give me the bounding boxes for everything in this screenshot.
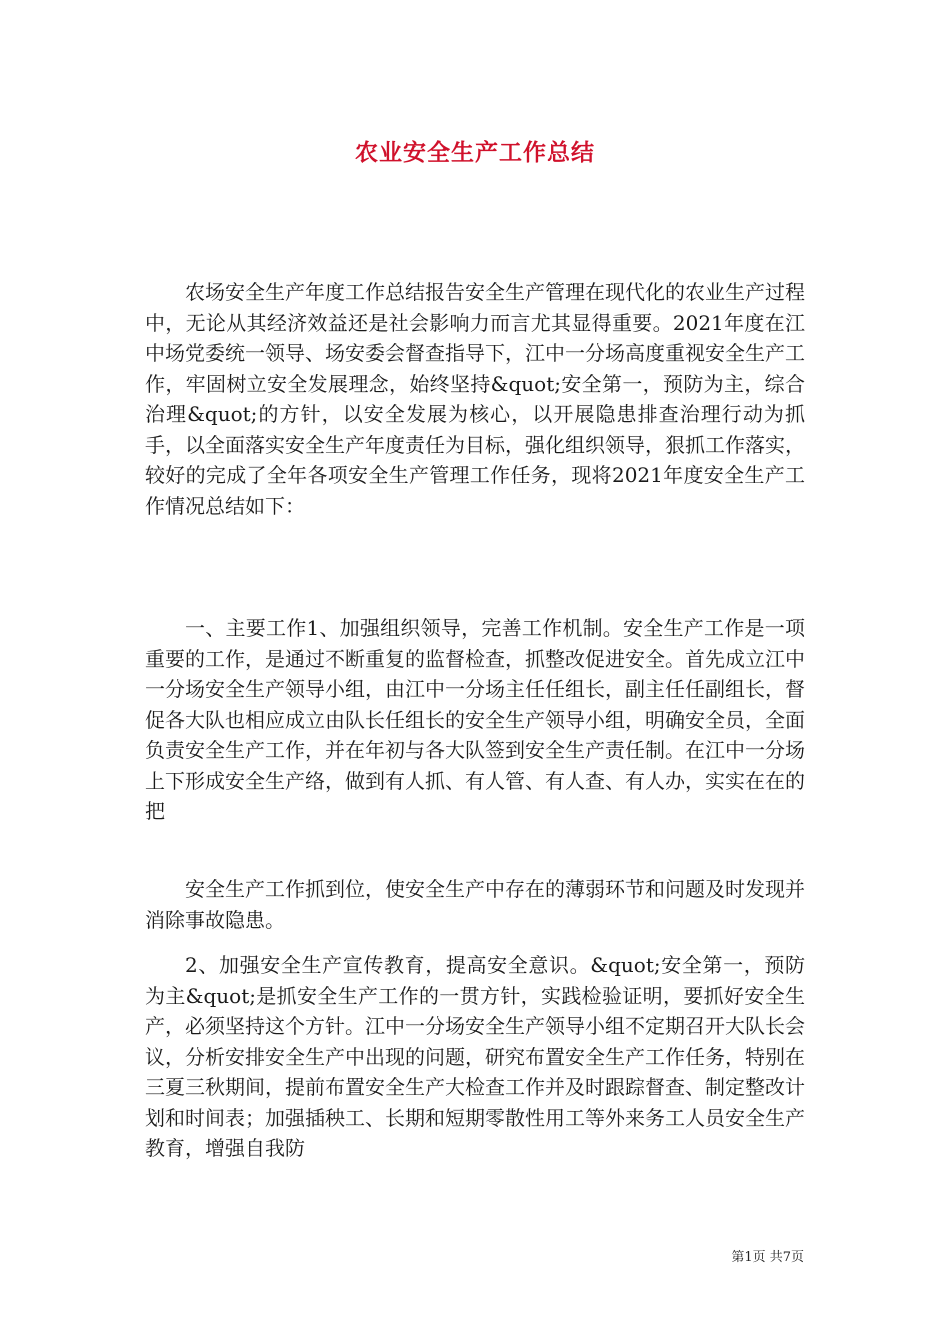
paragraph-intro (145, 277, 805, 521)
paragraph-section-1 (145, 613, 805, 827)
document-title: 农业安全生产工作总结 (355, 139, 595, 166)
paragraph-continuation (145, 874, 805, 935)
paragraph-text: 农场安全生产年度工作总结报告安全生产管理在现代化的农业生产过程中，无论从其经济效益还是社会影响力而言尤其显得重要。2021年度在江中场党委统一领导、场安委会督查指导下，江中一分场高度重视安全生产工作，牢固树立安全发展理念，始终坚持&quot;安全第一，预防为主，综合治理&quot;的方针，以安全发展为核心，以开展隐患排查治理行动为抓手，以全面落实安全生产年度责任为目标，强化组织领导，狠抓工作落实，较好的完成了全年各项安全生产管理工作任务，现将2021年度安全生产工作情况总结如下： (145, 280, 805, 518)
paragraph-text: 2、加强安全生产宣传教育，提高安全意识。&quot;安全第一，预防为主&quot;是抓安全生产工作的一贯方针，实践检验证明，要抓好安全生产，必须坚持这个方针。江中一分场安全生产领导小组不定期召开大队长会议，分析安排安全生产中出现的问题，研究布置安全生产工作任务，特别在三夏三秋期间，提前布置安全生产大检查工作并及时跟踪督查、制定整改计划和时间表；加强插秧工、长期和短期零散性用工等外来务工人员安全生产教育，增强自我防 (145, 953, 805, 1160)
paragraph-text: 一、主要工作1、加强组织领导，完善工作机制。安全生产工作是一项重要的工作，是通过不断重复的监督检查，抓整改促进安全。首先成立江中一分场安全生产领导小组，由江中一分场主任任组长，副主任任副组长，督促各大队也相应成立由队长任组长的安全生产领导小组，明确安全员，全面负责安全生产工作，并在年初与各大队签到安全生产责任制。在江中一分场上下形成安全生产络，做到有人抓、有人管、有人查、有人办，实实在在的把 (145, 616, 805, 823)
page-number: 第1页 共7页 (731, 1250, 804, 1265)
paragraph-section-2 (145, 950, 805, 1164)
paragraph-text: 安全生产工作抓到位，使安全生产中存在的薄弱环节和问题及时发现并消除事故隐患。 (145, 877, 805, 932)
